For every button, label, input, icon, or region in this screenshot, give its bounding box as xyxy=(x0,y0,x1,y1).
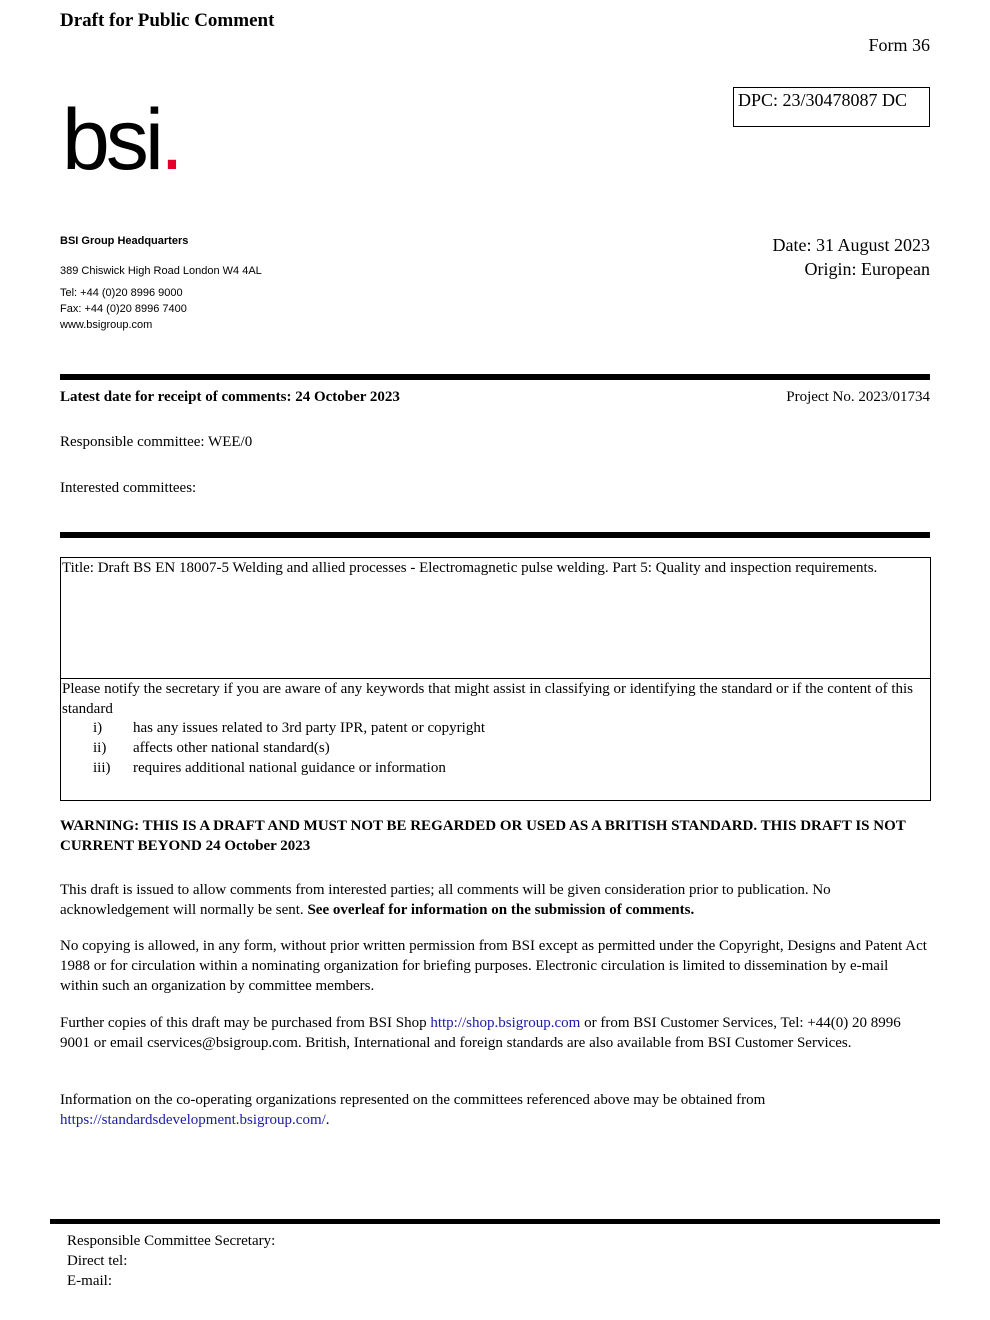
notify-intro: Please notify the secretary if you are aware of any keywords that might assist in classifying or identifying the standard or if the content of this standard xyxy=(62,681,914,717)
paragraph-copies-text-b: or from BSI Customer Services, Tel: +44(0) 20 8996 9001 or email cservices@bsigroup.com. British, International and foreign standards are also available from BSI Customer Services. xyxy=(60,1015,901,1051)
project-number: Project No. 2023/01734 xyxy=(786,389,930,405)
form-label: Form 36 xyxy=(868,35,930,55)
notify-item-number: i) xyxy=(93,720,103,736)
paragraph-issue-bold: See overleaf for information on the submission of comments. xyxy=(307,902,695,918)
paragraph-organizations-text-b: . xyxy=(325,1112,330,1128)
footer-secretary: Responsible Committee Secretary: xyxy=(67,1233,276,1249)
interested-committees: Interested committees: xyxy=(60,480,197,496)
dpc-reference: DPC: 23/30478087 DC xyxy=(738,90,908,110)
notify-item-text: has any issues related to 3rd party IPR, patent or copyright xyxy=(133,720,486,736)
paragraph-copying: No copying is allowed, in any form, without prior written permission from BSI except as permitted under the Copyright, Designs and Patent Act 1988 or for circulation within a nominating organization for briefing purposes. Electronic circulation is limited to dissemination by e-mail within such an organization by committee members. xyxy=(60,938,927,994)
divider-footer xyxy=(50,1219,940,1224)
divider-middle xyxy=(60,532,930,538)
notify-item-number: iii) xyxy=(93,760,111,776)
address-street: 389 Chiswick High Road London W4 4AL xyxy=(60,265,262,277)
paragraph-issue-text: This draft is issued to allow comments from interested parties; all comments will be given consideration prior to publication. No acknowledgement will normally be sent. xyxy=(60,882,831,918)
title-box xyxy=(60,557,931,679)
paragraph-organizations xyxy=(60,1090,930,1130)
footer-direct-tel: Direct tel: xyxy=(67,1253,128,1269)
logo-dot: . xyxy=(159,92,180,188)
document-title: Title: Draft BS EN 18007-5 Welding and allied processes - Electromagnetic pulse welding. Part 5: Quality and inspection requirements. xyxy=(62,560,878,576)
paragraph-issue xyxy=(60,880,930,920)
date: Date: 31 August 2023 xyxy=(772,235,930,255)
standards-development-link[interactable]: https://standardsdevelopment.bsigroup.com/ xyxy=(60,1112,326,1128)
logo-text: bsi xyxy=(62,92,160,188)
bsi-shop-link[interactable]: http://shop.bsigroup.com xyxy=(430,1015,581,1031)
divider-top xyxy=(60,374,930,380)
address-web: www.bsigroup.com xyxy=(60,319,153,331)
notify-item xyxy=(93,758,446,778)
bsi-logo xyxy=(62,92,180,188)
origin: Origin: European xyxy=(804,259,930,279)
latest-date-comments: Latest date for receipt of comments: 24 October 2023 xyxy=(60,389,400,405)
draft-label: Draft for Public Comment xyxy=(60,10,275,31)
notify-item-number: ii) xyxy=(93,740,107,756)
footer-email: E-mail: xyxy=(67,1273,112,1289)
address-tel: Tel: +44 (0)20 8996 9000 xyxy=(60,287,183,299)
notify-item xyxy=(93,738,330,758)
notify-item-text: requires additional national guidance or information xyxy=(133,760,446,776)
paragraph-copies xyxy=(60,1013,920,1053)
address-org: BSI Group Headquarters xyxy=(60,235,189,247)
dpc-reference-box xyxy=(733,87,930,127)
paragraph-organizations-text-a: Information on the co-operating organizations represented on the committees referenced above may be obtained from xyxy=(60,1092,766,1108)
paragraph-copies-text-a: Further copies of this draft may be purchased from BSI Shop xyxy=(60,1015,431,1031)
notify-item-text: affects other national standard(s) xyxy=(133,740,330,756)
responsible-committee: Responsible committee: WEE/0 xyxy=(60,434,253,450)
draft-warning: WARNING: THIS IS A DRAFT AND MUST NOT BE REGARDED OR USED AS A BRITISH STANDARD. THIS DRAFT IS NOT CURRENT BEYOND 24 October 2023 xyxy=(60,818,906,854)
notify-item xyxy=(93,718,485,738)
address-fax: Fax: +44 (0)20 8996 7400 xyxy=(60,303,187,315)
